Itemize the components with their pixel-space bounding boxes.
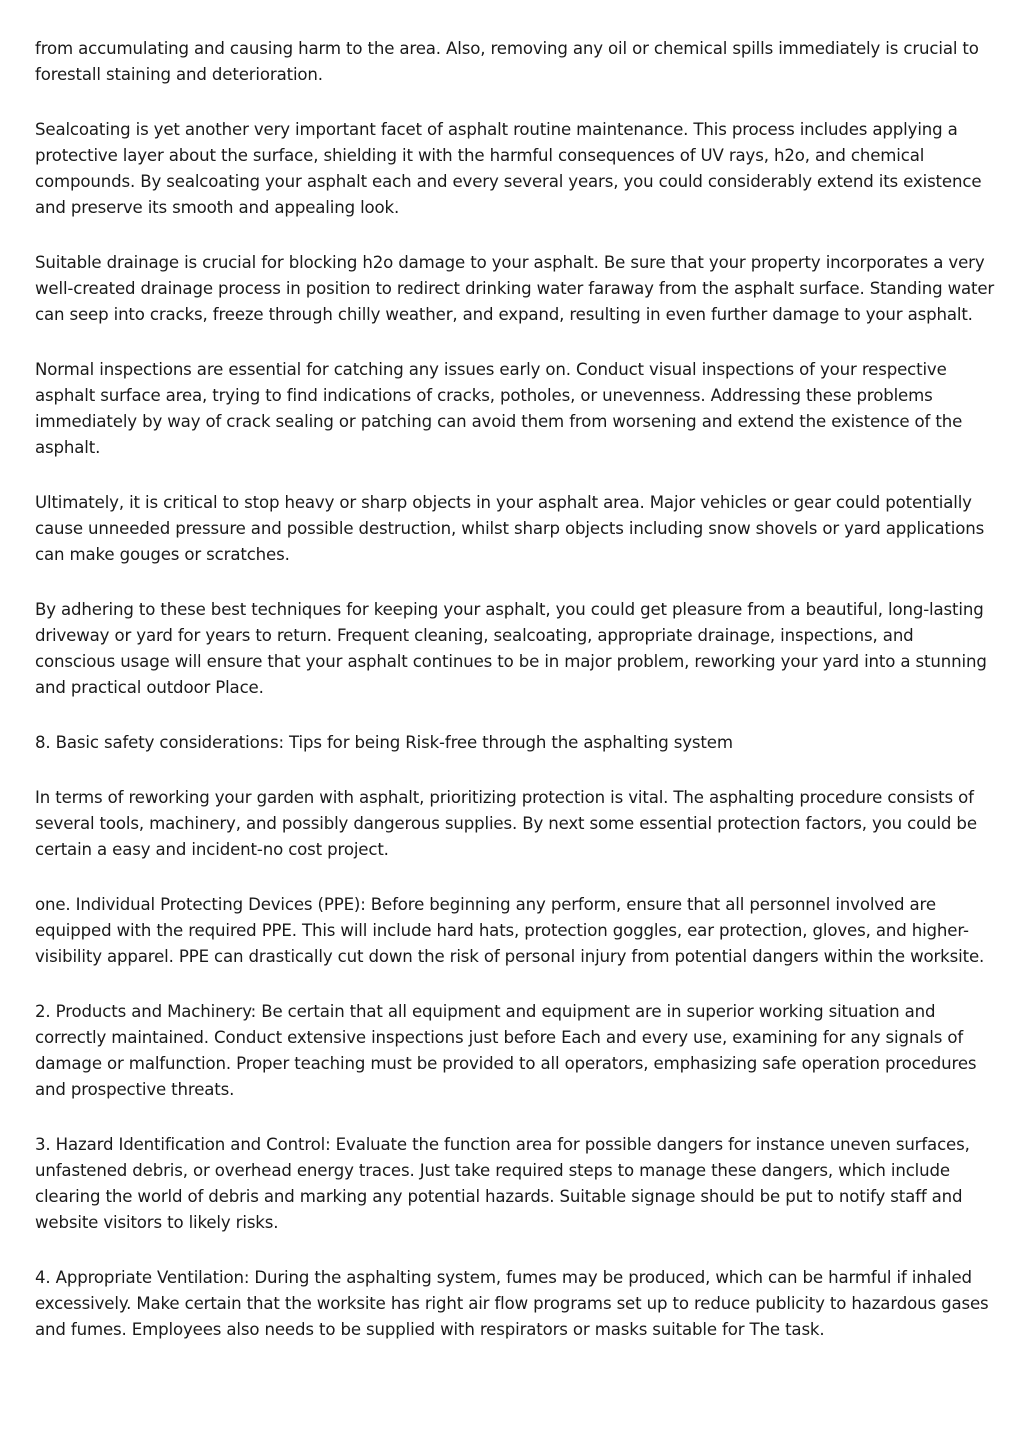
document-body — [35, 36, 995, 1372]
list-item-machinery: 2. Products and Machinery: Be certain that all equipment and equipment are in superior working situation and correctly maintained. Conduct extensive inspections just before Each and every use, examining for any signals of damage or malfunction. Proper teaching must be provided to all operators, emphasizing safe operation procedures and prospective threats. — [35, 1002, 977, 1099]
list-item-ppe: one. Individual Protecting Devices (PPE): Before beginning any perform, ensure that all personnel involved are equipped with the required PPE. This will include hard hats, protection goggles, ear protection, gloves, and higher-visibility apparel. PPE can drastically cut down the risk of personal injury from potential dangers within the worksite. — [35, 895, 985, 966]
paragraph-drainage-intro-continued: from accumulating and causing harm to the area. Also, removing any oil or chemical spills immediately is crucial to forestall staining and deterioration. — [35, 39, 979, 84]
paragraph-safety-intro: In terms of reworking your garden with asphalt, prioritizing protection is vital. The asphalting procedure consists of several tools, machinery, and possibly dangerous supplies. By next some essential protection factors, you could be certain a easy and incident-no cost project. — [35, 788, 977, 859]
paragraph-conclusion: By adhering to these best techniques for keeping your asphalt, you could get pleasure from a beautiful, long-lasting driveway or yard for years to return. Frequent cleaning, sealcoating, appropriate drainage, inspections, and conscious usage will ensure that your asphalt continues to be in major problem, reworking your yard into a stunning and practical outdoor Place. — [35, 600, 987, 697]
paragraph-drainage: Suitable drainage is crucial for blocking h2o damage to your asphalt. Be sure that your property incorporates a very well-created drainage process in position to redirect drinking water faraway from the asphalt surface. Standing water can seep into cracks, freeze through chilly weather, and expand, resulting in even further damage to your asphalt. — [35, 253, 995, 324]
paragraph-inspections: Normal inspections are essential for catching any issues early on. Conduct visual inspections of your respective asphalt surface area, trying to find indications of cracks, potholes, or unevenness. Addressing these problems immediately by way of crack sealing or patching can avoid them from worsening and extend the existence of the asphalt. — [35, 360, 963, 457]
section-heading-safety: 8. Basic safety considerations: Tips for being Risk-free through the asphalting system — [35, 733, 733, 752]
paragraph-heavy-objects: Ultimately, it is critical to stop heavy or sharp objects in your asphalt area. Major vehicles or gear could potentially cause unneeded pressure and possible destruction, whilst sharp objects including snow shovels or yard applications can make gouges or scratches. — [35, 493, 985, 564]
list-item-ventilation: 4. Appropriate Ventilation: During the asphalting system, fumes may be produced, which can be harmful if inhaled excessively. Make certain that the worksite has right air flow programs set up to reduce publicity to hazardous gases and fumes. Employees also needs to be supplied with respirators or masks suitable for The task. — [35, 1268, 989, 1339]
list-item-hazards: 3. Hazard Identification and Control: Evaluate the function area for possible dangers for instance uneven surfaces, unfastened debris, or overhead energy traces. Just take required steps to manage these dangers, which include clearing the world of debris and marking any potential hazards. Suitable signage should be put to notify staff and website visitors to likely risks. — [35, 1135, 970, 1232]
paragraph-sealcoating: Sealcoating is yet another very important facet of asphalt routine maintenance. This process includes applying a protective layer about the surface, shielding it with the harmful consequences of UV rays, h2o, and chemical compounds. By sealcoating your asphalt each and every several years, you could considerably extend its existence and preserve its smooth and appealing look. — [35, 120, 982, 217]
